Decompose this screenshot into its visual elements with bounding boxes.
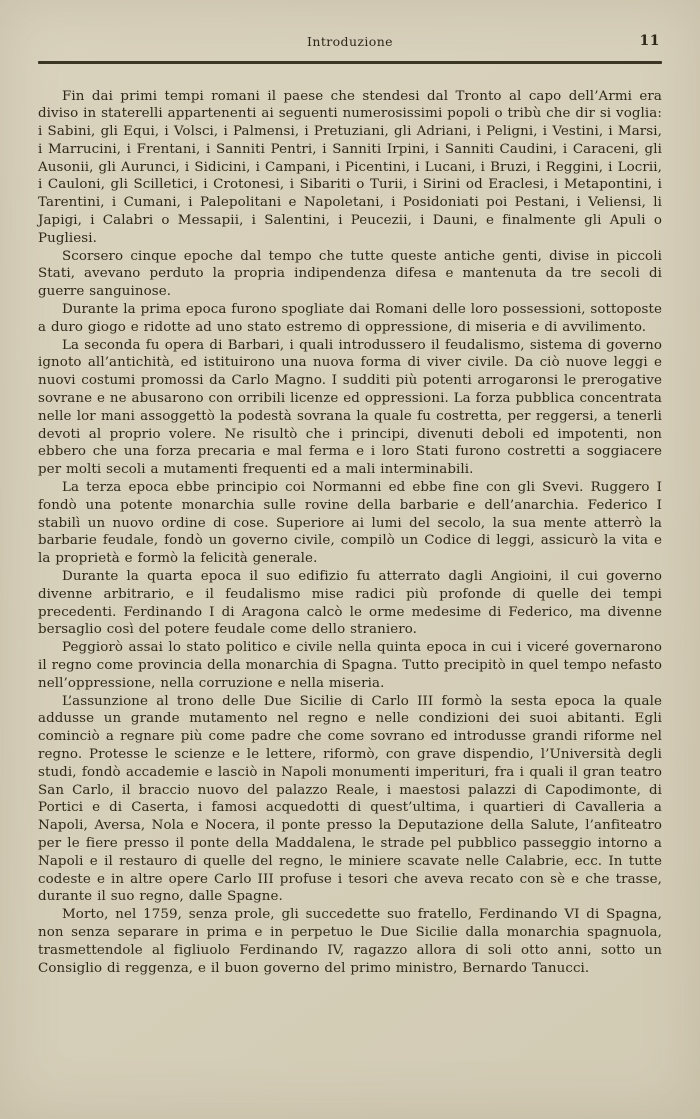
paragraph: La terza epoca ebbe principio coi Normanni ed ebbe fine con gli Svevi. Ruggero I fondò una potente monarchia sulle rovine della barbarie e dell’anarchia. Federico I stabilì un nuovo ordine di cose. Superiore ai lumi del secolo, la sua mente atterrò la barbarie feudale, fondò un governo civile, compilò un Codice di leggi, assicurò la vita e la proprietà e formò la felicità generale.: [38, 480, 662, 567]
paragraph: Fin dai primi tempi romani il paese che stendesi dal Tronto al capo dell’Armi era diviso in staterelli appartenenti ai seguenti numerosissimi popoli o tribù che dir si voglia: i Sabini, gli Equi, i Volsci, i Palmensi, i Pretuziani, gli Adriani, i Peligni, i Vestini, i Marsi, i Marrucini, i Frentani, i Sanniti Pentri, i Sanniti Irpini, i Sanniti Caudini, i Caraceni, gli Ausonii, gli Aurunci, i Sidicini, i Campani, i Picentini, i Lucani, i Bruzi, i Reggini, i Locrii, i Cauloni, gli Scilletici, i Crotonesi, i Sibariti o Turii, i Sirini od Eraclesi, i Metapontini, i Tarentini, i Cumani, i Palepolitani e Napoletani, i Posidoniati poi Pestani, i Veliensi, li Japigi, i Calabri o Messapii, i Salentini, i Peucezii, i Dauni, e finalmente gli Apuli o Pugliesi.: [38, 88, 662, 246]
paragraph: Scorsero cinque epoche dal tempo che tutte queste antiche genti, divise in piccoli Stati, avevano perduto la propria indipendenza difesa e mantenuta da tre secoli di guerre sanguinose.: [38, 248, 662, 300]
paragraph: Peggiorò assai lo stato politico e civile nella quinta epoca in cui i viceré governarono il regno come provincia della monarchia di Spagna. Tutto precipitò in quel tempo nefasto nell’oppressione, nella corruzione e nella miseria.: [38, 640, 662, 691]
page-title: Introduzione: [307, 34, 393, 49]
header-rule: [38, 61, 662, 64]
paragraph: Durante la prima epoca furono spogliate dai Romani delle loro possessioni, sottoposte a duro giogo e ridotte ad uno stato estremo di oppressione, di miseria e di avvilimento.: [38, 302, 662, 335]
running-head: [38, 34, 662, 52]
paragraph: La seconda fu opera di Barbari, i quali introdussero il feudalismo, sistema di governo ignoto all’antichità, ed istituirono una nuova forma di viver civile. Da ciò nuove leggi e nuovi costumi promossi da Carlo Magno. I sudditi più potenti arrogaronsi le prerogative sovrane e ne abusarono con orribili licenze ed oppressioni. La forza pubblica concentrata nelle lor mani assoggettò la podestà sovrana la quale fu costretta, per reggersi, a tenerli devoti al proprio volere. Ne risultò che i principi, divenuti deboli ed impotenti, non ebbero che una forza precaria e mal ferma e i loro Stati furono costretti a soggiacere per molti secoli a mutamenti frequenti ed a mali interminabili.: [38, 337, 662, 478]
paragraph: Durante la quarta epoca il suo edifizio fu atterrato dagli Angioini, il cui governo divenne arbitrario, e il feudalismo mise radici più profonde di quelle dei tempi precedenti. Ferdinando I di Aragona calcò le orme medesime di Federico, ma divenne bersaglio così del potere feudale come dello straniero.: [38, 569, 662, 638]
paragraph: Morto, nel 1759, senza prole, gli succedette suo fratello, Ferdinando VI di Spagna, non senza separare in prima e in perpetuo le Due Sicilie dalla monarchia spagnuola, trasmettendole al figliuolo Ferdinando IV, ragazzo allora di soli otto anni, sotto un Consiglio di reggenza, e il buon governo del primo ministro, Bernardo Tanucci.: [38, 907, 662, 976]
page-body: [38, 88, 662, 978]
paragraph: L’assunzione al trono delle Due Sicilie di Carlo III formò la sesta epoca la quale addusse un grande mutamento nel regno e nelle condizioni dei suoi abitanti. Egli cominciò a regnare più come padre che come sovrano ed introdusse grandi riforme nel regno. Protesse le scienze e le lettere, riformò, con grave dispendio, l’Università degli studi, fondò accademie e lasciò in Napoli monumenti imperituri, fra i quali il gran teatro San Carlo, il braccio nuovo del palazzo Reale, i maestosi palazzi di Capodimonte, di Portici e di Caserta, i famosi acquedotti di quest’ultima, i quartieri di Cavalleria a Napoli, Aversa, Nola e Nocera, il ponte presso la Deputazione della Salute, l’anfiteatro per le fiere presso il ponte della Maddalena, le strade pel pubblico passeggio intorno a Napoli e il restauro di quelle del regno, le miniere scavate nelle Calabrie, ecc. In tutte codeste e in altre opere Carlo III profuse i tesori che aveva recato con sè e che trasse, durante il suo regno, dalle Spagne.: [38, 693, 662, 905]
page-number: 11: [639, 33, 660, 49]
